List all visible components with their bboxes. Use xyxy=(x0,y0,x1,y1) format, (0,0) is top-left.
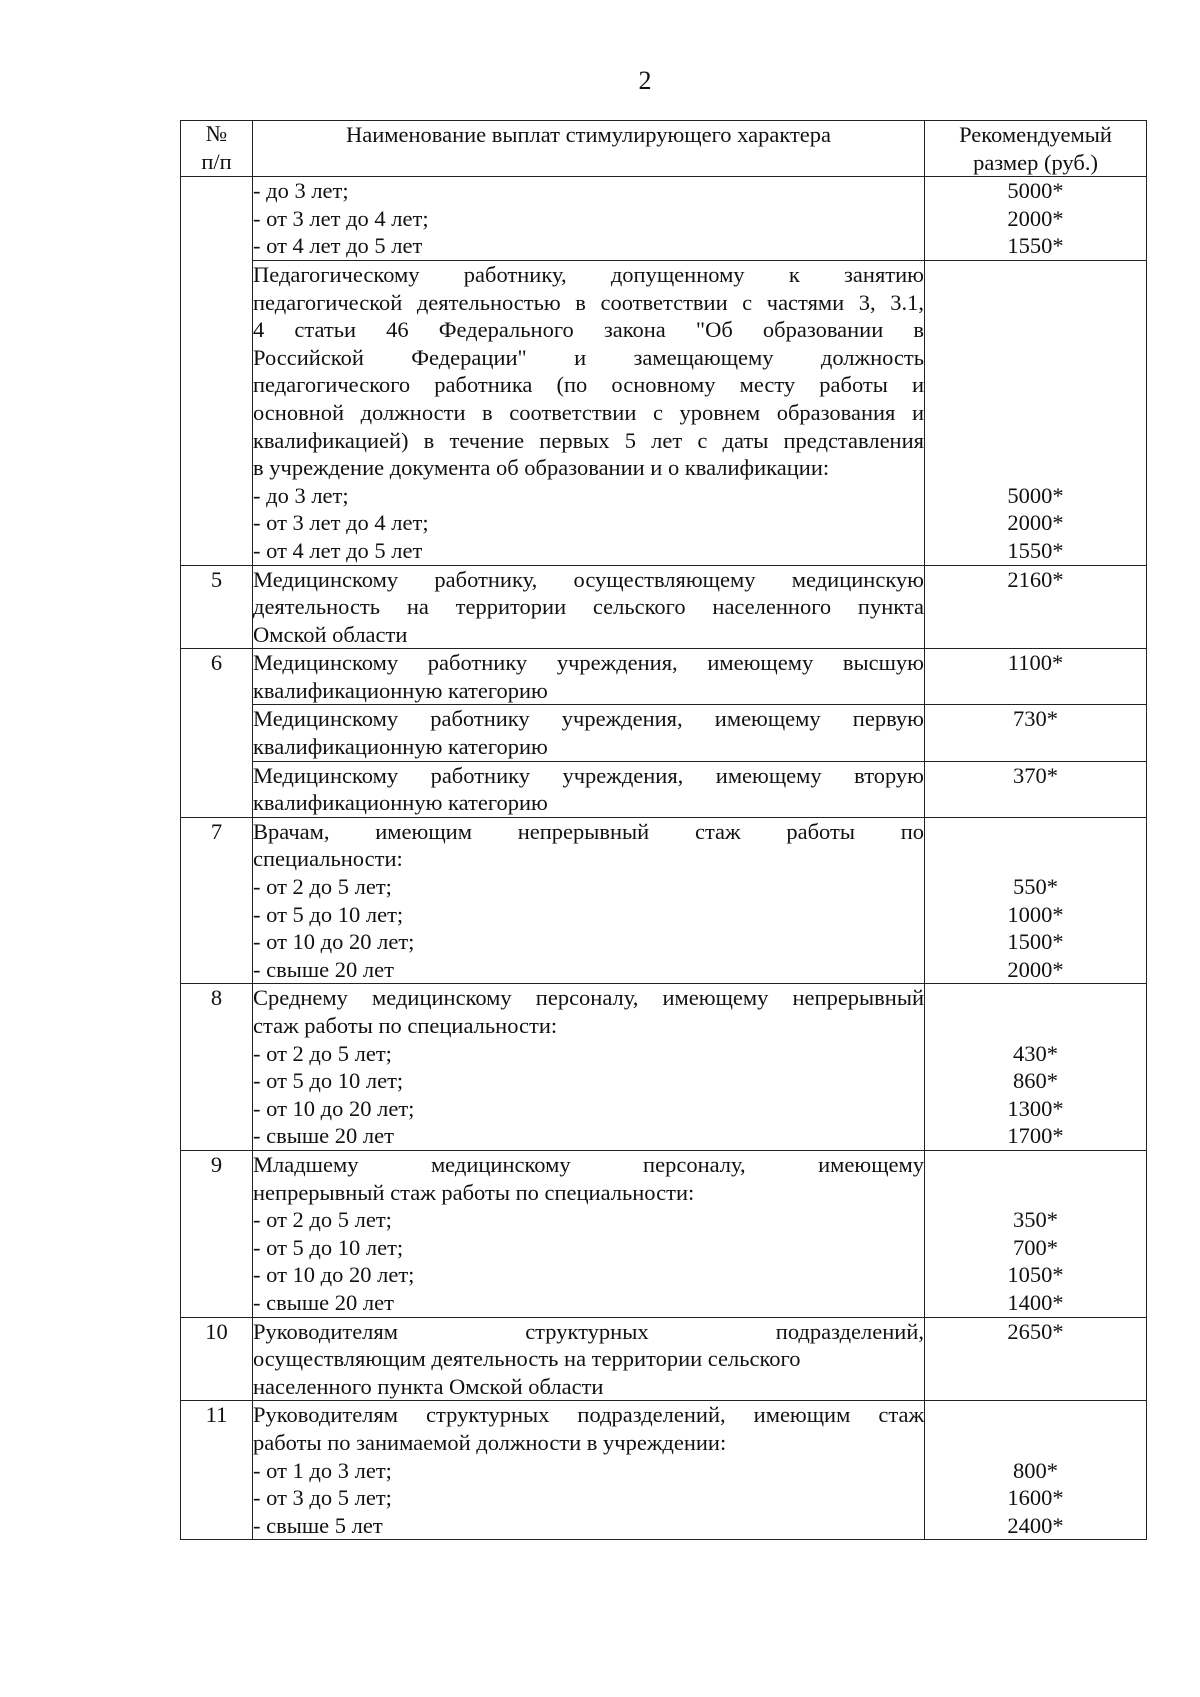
row-name-line: основной должности в соответствии с уровнем образования и xyxy=(253,399,924,425)
value-spacer xyxy=(925,454,1146,482)
row-name-line: - от 4 лет до 5 лет xyxy=(253,537,423,563)
row-name-line: Медицинскому работнику учреждения, имеющему вторую xyxy=(253,762,924,788)
row-number: 7 xyxy=(181,817,253,984)
table-row xyxy=(181,1317,1147,1401)
row-name-line: - от 10 до 20 лет; xyxy=(253,929,415,955)
row-value-line: 800* xyxy=(1013,1457,1058,1483)
row-value-line: 700* xyxy=(1013,1234,1058,1260)
row-number: 5 xyxy=(181,565,253,649)
row-value-line: 2000* xyxy=(1007,956,1064,982)
row-name-line: - свыше 5 лет xyxy=(253,1512,383,1538)
row-name-line: Российской Федерации" и замещающему должность xyxy=(253,344,924,370)
table-row xyxy=(181,705,1147,761)
value-spacer xyxy=(925,1012,1146,1040)
row-name-line: Руководителям структурных подразделений, имеющим стаж xyxy=(253,1402,924,1428)
row-value-line: 550* xyxy=(1013,874,1058,900)
row-value xyxy=(925,1317,1147,1401)
row-value-line: 1100* xyxy=(1007,650,1064,676)
row-value-line: 370* xyxy=(1013,762,1058,788)
row-name-line: - свыше 20 лет xyxy=(253,956,394,982)
row-value-line: 1550* xyxy=(1007,537,1064,563)
row-name-line: квалификационную категорию xyxy=(253,677,548,703)
row-value-line: 1000* xyxy=(1007,901,1064,927)
row-name-line: Среднему медицинскому персоналу, имеющему непрерывный xyxy=(253,985,924,1011)
row-name-line: квалификационную категорию xyxy=(253,790,548,816)
row-value-line: 430* xyxy=(1013,1040,1058,1066)
value-spacer xyxy=(925,316,1146,344)
row-name-line: Руководителям структурных подразделений, xyxy=(253,1318,924,1344)
row-value-line: 2000* xyxy=(1007,510,1064,536)
value-spacer xyxy=(925,427,1146,455)
row-name-line: педагогического работника (по основному месту работы и xyxy=(253,372,924,398)
row-name xyxy=(253,1150,925,1317)
row-name-line: - от 2 до 5 лет; xyxy=(253,1040,392,1066)
row-number: 6 xyxy=(181,649,253,818)
row-value xyxy=(925,1150,1147,1317)
row-name-line: 4 статьи 46 Федерального закона "Об образовании в xyxy=(253,317,924,343)
row-name-line: Педагогическому работнику, допущенному к занятию xyxy=(253,261,924,287)
row-number: 9 xyxy=(181,1150,253,1317)
row-name xyxy=(253,260,925,565)
row-value-line: 5000* xyxy=(1007,178,1064,204)
row-value-line: 860* xyxy=(1013,1068,1058,1094)
row-name-line: Врачам, имеющим непрерывный стаж работы по xyxy=(253,818,924,844)
row-value-line: 2400* xyxy=(1007,1512,1064,1538)
row-value xyxy=(925,705,1147,761)
payments-table xyxy=(180,120,1147,1540)
value-spacer xyxy=(925,261,1146,289)
row-name-line: - от 5 до 10 лет; xyxy=(253,1234,404,1260)
row-name-line: Медицинскому работнику учреждения, имеющему высшую xyxy=(253,650,924,676)
value-spacer xyxy=(925,845,1146,873)
row-value-line: 5000* xyxy=(1007,482,1064,508)
row-value-line: 730* xyxy=(1013,706,1058,732)
row-value-line: 1550* xyxy=(1007,233,1064,259)
row-value xyxy=(925,565,1147,649)
row-name-line: - от 4 лет до 5 лет xyxy=(253,233,423,259)
row-name-line: - свыше 20 лет xyxy=(253,1289,394,1315)
row-value-line: 1600* xyxy=(1007,1485,1064,1511)
row-value xyxy=(925,817,1147,984)
value-spacer xyxy=(925,344,1146,372)
row-name xyxy=(253,649,925,705)
row-name-line: - до 3 лет; xyxy=(253,482,349,508)
row-value xyxy=(925,177,1147,261)
row-name-line: Медицинскому работнику, осуществляющему медицинскую xyxy=(253,566,924,592)
row-name xyxy=(253,1317,925,1401)
table-row xyxy=(181,1401,1147,1540)
table-body xyxy=(181,177,1147,1540)
row-value-line: 2160* xyxy=(1007,566,1064,592)
row-name-line: - от 3 до 5 лет; xyxy=(253,1485,392,1511)
table-row xyxy=(181,984,1147,1151)
row-name-line: Омской области xyxy=(253,621,408,647)
row-name-line: - свыше 20 лет xyxy=(253,1123,394,1149)
row-value-line: 2650* xyxy=(1007,1318,1064,1344)
header-value-line: Рекомендуемый xyxy=(959,122,1112,147)
header-name: Наименование выплат стимулирующего характера xyxy=(253,121,925,177)
row-name-line: - от 3 лет до 4 лет; xyxy=(253,205,429,231)
row-name-line: - от 10 до 20 лет; xyxy=(253,1095,415,1121)
header-number-line: п/п xyxy=(201,148,232,174)
row-number: 11 xyxy=(181,1401,253,1540)
value-spacer xyxy=(925,1179,1146,1207)
row-number: 10 xyxy=(181,1317,253,1401)
table-row xyxy=(181,761,1147,817)
table-row xyxy=(181,1150,1147,1317)
header-value-line: размер (руб.) xyxy=(973,149,1098,175)
page-number: 2 xyxy=(638,66,652,95)
table-row xyxy=(181,817,1147,984)
row-value-line: 2000* xyxy=(1007,205,1064,231)
row-name-line: в учреждение документа об образовании и о квалификации: xyxy=(253,455,830,481)
value-spacer xyxy=(925,1151,1146,1179)
value-spacer xyxy=(925,289,1146,317)
row-name xyxy=(253,817,925,984)
row-name-line: - от 10 до 20 лет; xyxy=(253,1262,415,1288)
header-number xyxy=(181,121,253,177)
value-spacer xyxy=(925,399,1146,427)
row-name-line: специальности: xyxy=(253,846,403,872)
row-value xyxy=(925,1401,1147,1540)
row-value-line: 1050* xyxy=(1007,1262,1064,1288)
row-number xyxy=(181,177,253,565)
row-name-line: населенного пункта Омской области xyxy=(253,1373,604,1399)
row-name-line: - от 2 до 5 лет; xyxy=(253,874,392,900)
row-value-line: 1700* xyxy=(1007,1123,1064,1149)
row-value-line: 1300* xyxy=(1007,1095,1064,1121)
row-value-line: 350* xyxy=(1013,1207,1058,1233)
value-spacer xyxy=(925,1429,1146,1457)
row-name xyxy=(253,1401,925,1540)
row-value-line: 1500* xyxy=(1007,929,1064,955)
row-name-line: - от 5 до 10 лет; xyxy=(253,901,404,927)
row-value xyxy=(925,761,1147,817)
row-value xyxy=(925,649,1147,705)
row-name xyxy=(253,565,925,649)
header-number-line: № xyxy=(205,121,228,146)
row-name-line: стаж работы по специальности: xyxy=(253,1013,558,1038)
row-name-line: непрерывный стаж работы по специальности: xyxy=(253,1179,695,1205)
row-number: 8 xyxy=(181,984,253,1151)
row-name-line: Младшему медицинскому персоналу, имеющему xyxy=(253,1151,924,1177)
row-name xyxy=(253,705,925,761)
value-spacer xyxy=(925,818,1146,846)
row-value-line: 1400* xyxy=(1007,1289,1064,1315)
row-name-line: квалификацией) в течение первых 5 лет с даты представления xyxy=(253,427,924,453)
row-name xyxy=(253,984,925,1151)
table-row xyxy=(181,649,1147,705)
table-row xyxy=(181,177,1147,261)
row-name-line: осуществляющим деятельность на территории сельского xyxy=(253,1346,801,1372)
row-name-line: - от 3 лет до 4 лет; xyxy=(253,510,429,536)
row-name xyxy=(253,177,925,261)
row-name-line: педагогической деятельностью в соответствии с частями 3, 3.1, xyxy=(253,289,924,315)
header-value xyxy=(925,121,1147,177)
row-name-line: - до 3 лет; xyxy=(253,178,349,204)
value-spacer xyxy=(925,371,1146,399)
table-row xyxy=(181,565,1147,649)
value-spacer xyxy=(925,1401,1146,1429)
row-value xyxy=(925,260,1147,565)
row-name-line: квалификационную категорию xyxy=(253,734,548,760)
row-value xyxy=(925,984,1147,1151)
row-name-line: - от 1 до 3 лет; xyxy=(253,1457,392,1483)
value-spacer xyxy=(925,984,1146,1012)
row-name-line: - от 5 до 10 лет; xyxy=(253,1068,404,1094)
row-name-line: работы по занимаемой должности в учреждении: xyxy=(253,1429,727,1455)
row-name-line: - от 2 до 5 лет; xyxy=(253,1207,392,1233)
table-row xyxy=(181,260,1147,565)
row-name xyxy=(253,761,925,817)
table-header-row xyxy=(181,121,1147,177)
row-name-line: деятельность на территории сельского населенного пункта xyxy=(253,594,924,620)
row-name-line: Медицинскому работнику учреждения, имеющему первую xyxy=(253,706,924,732)
